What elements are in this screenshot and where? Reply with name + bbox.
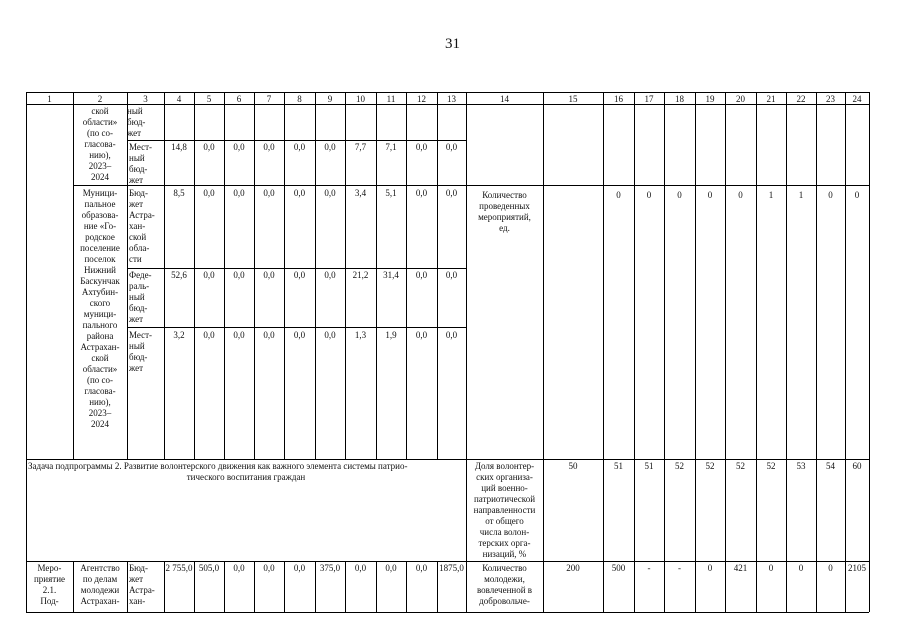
row2-indicator-value: 0 xyxy=(854,190,860,200)
row1-local-value: 7,7 xyxy=(354,142,367,152)
measure-extra-value: 2105 xyxy=(848,563,866,573)
row2-federal-value: 21,2 xyxy=(352,270,369,280)
row1-executor: ской области» (по со- гласова- нию), 2023– 2024 xyxy=(82,106,118,182)
row2-local-value: 0,0 xyxy=(233,330,245,340)
col-divider xyxy=(695,459,696,561)
measure-extra-value: 0 xyxy=(798,563,804,573)
row2-indicator-value: 0 xyxy=(616,190,621,200)
measure-value: 0,0 xyxy=(263,563,275,573)
header-cell-21: 21 xyxy=(766,94,776,104)
row2-federal-value: 0,0 xyxy=(203,270,215,280)
header-cell-23: 23 xyxy=(826,94,835,104)
header-cell-22: 22 xyxy=(796,94,806,104)
row-divider xyxy=(127,268,466,269)
header-cell-5: 5 xyxy=(206,94,212,104)
col-divider xyxy=(725,104,726,459)
row2-local-value: 0,0 xyxy=(445,330,458,340)
measure-value: 505,0 xyxy=(198,563,220,573)
row2-local-value: 0,0 xyxy=(203,330,215,340)
col-divider xyxy=(466,104,467,459)
measure-title: Меро- приятие 2.1. Под- xyxy=(33,563,66,606)
row2-federal-value: 31,4 xyxy=(383,270,399,280)
col-divider xyxy=(756,104,757,459)
row2-indicator-value: 1 xyxy=(798,190,804,200)
row2-indicator-value: 0 xyxy=(828,190,833,200)
header-cell-13: 13 xyxy=(447,94,456,104)
row2-federal-value: 0,0 xyxy=(233,270,245,280)
measure-value: 375,0 xyxy=(319,563,341,573)
col-divider xyxy=(315,104,316,459)
measure-row-top-border xyxy=(26,561,869,562)
header-cell-2: 2 xyxy=(97,94,103,104)
row2-local-value: 3,2 xyxy=(173,330,185,340)
table-bottom-border xyxy=(26,612,869,613)
col-divider xyxy=(634,459,635,561)
measure-value: 0,0 xyxy=(385,563,397,573)
row2-local-value: 1,3 xyxy=(354,330,367,340)
table-top-border xyxy=(26,92,869,93)
task-value: 54 xyxy=(826,461,835,471)
col-divider xyxy=(194,104,195,459)
row2-regional-value: 0,0 xyxy=(233,188,245,198)
row-divider xyxy=(466,185,869,186)
col-divider xyxy=(284,104,285,459)
col-divider xyxy=(603,104,604,459)
measure-extra-value: - xyxy=(647,563,651,573)
measure-extra-value: 421 xyxy=(733,563,748,573)
row1-local-value: 0,0 xyxy=(324,142,336,152)
task-text-line2: тического воспитания граждан xyxy=(186,472,306,482)
measure-value: 0,0 xyxy=(354,563,367,573)
row1-budget-top: ный бюд- жет xyxy=(127,106,146,138)
header-cell-18: 18 xyxy=(675,94,684,104)
row2-indicator: Количество проведенных мероприятий, ед. xyxy=(478,190,531,233)
row2-indicator-value: 1 xyxy=(768,190,774,200)
col-divider xyxy=(376,104,377,459)
row2-local-value: 0,0 xyxy=(415,330,428,340)
col-divider xyxy=(695,104,696,459)
task-value: 51 xyxy=(614,461,623,471)
row2-indicator-value: 0 xyxy=(738,190,743,200)
col-divider xyxy=(756,459,757,561)
header-cell-24: 24 xyxy=(852,94,862,104)
row1-local-value: 14,8 xyxy=(171,142,187,152)
col-divider xyxy=(845,104,846,459)
task-value: 53 xyxy=(796,461,806,471)
col-divider xyxy=(224,104,225,459)
row2-local-value: 0,0 xyxy=(293,330,306,340)
col-divider xyxy=(127,561,128,612)
col-divider xyxy=(437,104,438,459)
header-cell-7: 7 xyxy=(266,94,272,104)
header-cell-4: 4 xyxy=(176,94,182,104)
col-divider xyxy=(786,459,787,561)
measure-extra-value: 0 xyxy=(828,563,833,573)
header-cell-6: 6 xyxy=(236,94,242,104)
task-col15: 50 xyxy=(568,461,578,471)
measure-executor: Агентство по делам молодежи Астрахан- xyxy=(80,563,120,606)
header-cell-12: 12 xyxy=(417,94,426,104)
row2-regional-value: 0,0 xyxy=(324,188,336,198)
row2-regional-value: 0,0 xyxy=(293,188,306,198)
row2-local-value: 0,0 xyxy=(263,330,275,340)
col-divider xyxy=(664,104,665,459)
row2-regional-value: 3,4 xyxy=(354,188,367,198)
measure-col15: 200 xyxy=(566,563,580,573)
header-cell-16: 16 xyxy=(614,94,623,104)
task-value: 60 xyxy=(852,461,862,471)
row1-local-value: 0,0 xyxy=(293,142,306,152)
row-divider xyxy=(127,327,466,328)
header-cell-3: 3 xyxy=(143,94,148,104)
header-cell-17: 17 xyxy=(644,94,654,104)
col-divider xyxy=(634,104,635,459)
row2-federal-value: 0,0 xyxy=(445,270,458,280)
task-value: 52 xyxy=(675,461,684,471)
col-divider xyxy=(345,104,346,459)
measure-extra-value: - xyxy=(678,563,681,573)
col-divider xyxy=(254,104,255,459)
row2-budget-regional: Бюд- жет Астра- хан- ской обла- сти xyxy=(129,188,155,264)
measure-value: 2 755,0 xyxy=(165,563,193,573)
row1-local-value: 0,0 xyxy=(415,142,428,152)
col-divider xyxy=(543,104,544,459)
row2-federal-value: 0,0 xyxy=(415,270,428,280)
row2-regional-value: 0,0 xyxy=(203,188,215,198)
header-cell-10: 10 xyxy=(356,94,365,104)
table-side-border xyxy=(869,92,870,612)
task-row-top-border xyxy=(26,459,869,460)
row2-regional-value: 8,5 xyxy=(173,188,185,198)
row-divider xyxy=(127,140,466,141)
row1-budget-local: Мест- ный бюд- жет xyxy=(129,142,153,185)
measure-extra-value: 0 xyxy=(768,563,774,573)
row2-indicator-value: 0 xyxy=(707,190,713,200)
row1-local-value: 0,0 xyxy=(233,142,245,152)
row2-local-value: 0,0 xyxy=(324,330,336,340)
measure-extra-value: 500 xyxy=(611,563,626,573)
col-divider xyxy=(603,459,604,561)
header-cell-11: 11 xyxy=(386,94,396,104)
col-divider xyxy=(664,459,665,561)
header-cell-14: 14 xyxy=(500,94,509,104)
row2-local-value: 1,9 xyxy=(385,330,397,340)
row2-federal-value: 0,0 xyxy=(324,270,336,280)
measure-value: 0,0 xyxy=(233,563,245,573)
row1-local-value: 0,0 xyxy=(203,142,215,152)
measure-value: 0,0 xyxy=(415,563,428,573)
measure-indicator: Количество молодежи, вовлеченной в добровольче- xyxy=(476,563,533,606)
row2-federal-value: 0,0 xyxy=(263,270,275,280)
header-cell-1: 1 xyxy=(47,94,52,104)
row1-local-value: 7,1 xyxy=(385,142,397,152)
measure-value: 1875,0 xyxy=(439,563,464,573)
row1-local-value: 0,0 xyxy=(445,142,458,152)
row2-regional-value: 0,0 xyxy=(445,188,458,198)
task-value: 52 xyxy=(736,461,745,471)
header-cell-8: 8 xyxy=(297,94,302,104)
row2-executor: Муници- пальное образова- ние «Го- родское поселение поселок Нижний Баскунчак Ахтубин- ского муници- пального района Астрахан- ской области» (по со- гласова- нию), 2023– 2024 xyxy=(80,188,120,429)
col-divider xyxy=(406,104,407,459)
row2-regional-value: 0,0 xyxy=(263,188,275,198)
col-divider xyxy=(816,104,817,459)
row2-federal-value: 0,0 xyxy=(293,270,306,280)
row1-local-value: 0,0 xyxy=(263,142,275,152)
task-indicator: Доля волонтер- ских организа- ций военно- патриотической направленности от общего числа волон- терских орга- низаций, % xyxy=(473,461,536,559)
row2-regional-value: 5,1 xyxy=(385,188,397,198)
measure-budget: Бюд- жет Астра- хан- xyxy=(129,563,155,606)
col-divider xyxy=(725,459,726,561)
page-number: 31 xyxy=(445,36,460,52)
row2-budget-local: Мест- ный бюд- жет xyxy=(129,330,153,373)
task-value: 52 xyxy=(766,461,776,471)
task-value: 51 xyxy=(644,461,654,471)
row2-federal-value: 52,6 xyxy=(171,270,187,280)
col-divider xyxy=(786,104,787,459)
task-value: 52 xyxy=(705,461,715,471)
header-cell-19: 19 xyxy=(705,94,715,104)
header-cell-20: 20 xyxy=(736,94,745,104)
col-divider xyxy=(816,459,817,561)
col-divider xyxy=(543,459,544,561)
header-cell-15: 15 xyxy=(568,94,578,104)
measure-extra-value: 0 xyxy=(707,563,713,573)
row2-budget-federal: Феде- раль- ный бюд- жет xyxy=(129,270,152,324)
measure-value: 0,0 xyxy=(293,563,306,573)
row2-regional-value: 0,0 xyxy=(415,188,428,198)
row2-indicator-value: 0 xyxy=(677,190,682,200)
col-divider xyxy=(845,459,846,561)
col-divider xyxy=(127,104,128,459)
task-text-line1: Задача подпрограммы 2. Развитие волонтерского движения как важного элемента системы патрио- xyxy=(28,461,408,471)
header-cell-9: 9 xyxy=(327,94,333,104)
row2-indicator-value: 0 xyxy=(646,190,652,200)
table-side-border xyxy=(26,92,27,612)
